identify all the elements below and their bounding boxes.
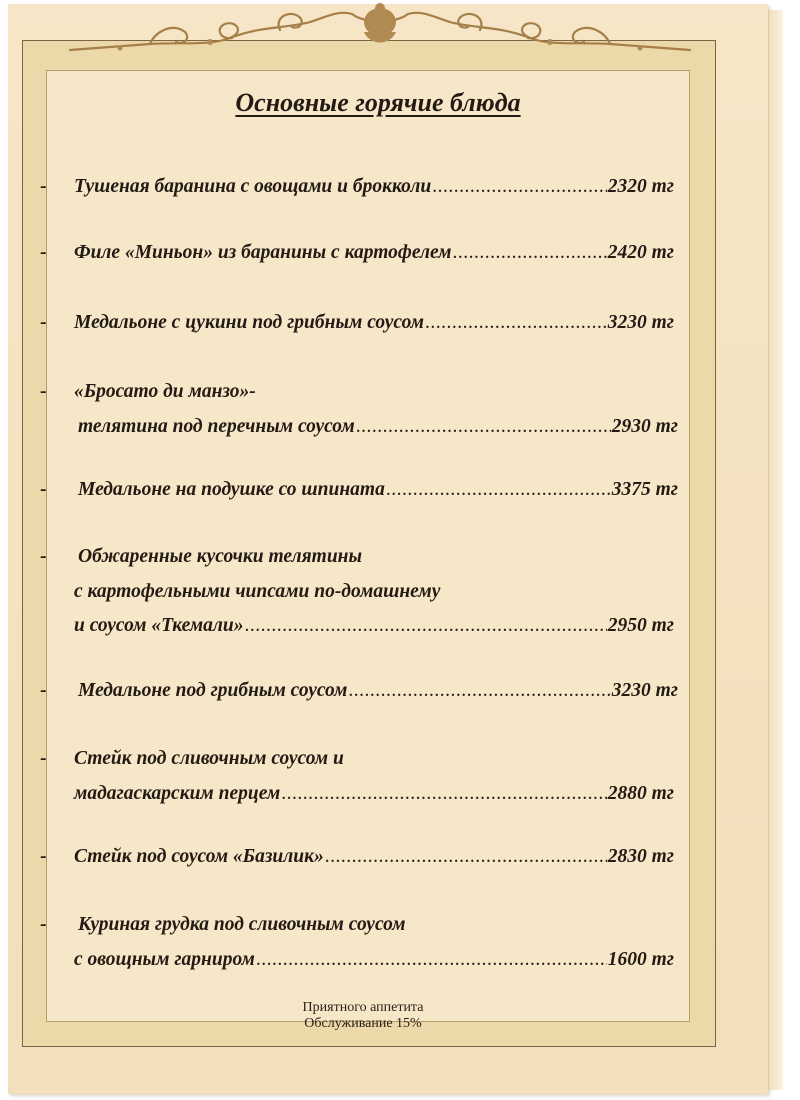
dish-price: 2320 тг (607, 176, 674, 197)
dish-name: Тушеная баранина с овощами и брокколи (74, 176, 432, 197)
leader-dots (348, 674, 610, 709)
dish-price: 3375 тг (611, 479, 678, 500)
dish-name: Филе «Миньон» из баранины с картофелем (74, 242, 452, 263)
leader-dots (256, 943, 607, 978)
dish-price: 2880 тг (607, 782, 674, 804)
leader-dots (244, 609, 606, 644)
menu-item-priced-line (74, 943, 674, 978)
dish-price: 2830 тг (607, 846, 674, 867)
footer-greeting: Приятного аппетита (302, 1000, 424, 1015)
menu-item-priced-line (74, 170, 674, 205)
menu-item-priced-line (74, 236, 674, 271)
dish-price: 2420 тг (607, 242, 674, 263)
menu-item-priced-line (78, 410, 678, 445)
menu-item-priced-line (74, 306, 674, 341)
dish-name: мадагаскарским перцем (74, 782, 281, 804)
leader-dots (325, 840, 607, 875)
dish-price: 3230 тг (607, 312, 674, 333)
dish-name: Медальоне на подушке со шпината (78, 479, 385, 500)
dish-name: Куриная грудка под сливочным соусом (78, 914, 406, 935)
dish-name: «Бросато ди манзо»- (74, 381, 256, 402)
menu-item-line (78, 908, 678, 943)
menu-item-priced-line (74, 840, 674, 875)
menu-item-priced-line (74, 777, 674, 812)
menu-item-priced-line (74, 609, 674, 644)
menu-item-priced-line (78, 674, 678, 709)
bullet-dash: - (40, 242, 47, 263)
leader-dots (453, 236, 607, 271)
menu-item-priced-line (78, 473, 678, 508)
bullet-dash: - (40, 479, 47, 500)
menu-item-line (74, 575, 674, 610)
dish-name: Стейк под сливочным соусом и (74, 748, 344, 769)
dish-price: 2930 тг (611, 415, 678, 437)
dish-price: 1600 тг (607, 948, 674, 970)
bullet-dash: - (40, 680, 47, 701)
dish-name: телятина под перечным соусом (78, 415, 355, 437)
leader-dots (281, 777, 606, 812)
bullet-dash: - (40, 176, 47, 197)
menu-item-line (78, 540, 678, 575)
leader-dots (432, 170, 607, 205)
menu-item-line (74, 742, 674, 777)
leader-dots (425, 306, 607, 341)
bullet-dash: - (40, 381, 47, 402)
footer-service-charge: Обслуживание 15% (304, 1016, 422, 1031)
bullet-dash: - (40, 546, 47, 567)
dish-name: Медальоне под грибным соусом (78, 680, 348, 701)
dish-name: Обжаренные кусочки телятины (78, 546, 363, 567)
footer (0, 1000, 726, 1032)
bullet-dash: - (40, 914, 47, 935)
bullet-dash: - (40, 748, 47, 769)
dish-name: Стейк под соусом «Базилик» (74, 846, 324, 867)
dish-name: Медальоне с цукини под грибным соусом (74, 312, 424, 333)
dish-name: с картофельными чипсами по-домашнему (74, 580, 441, 602)
leader-dots (386, 473, 611, 508)
bullet-dash: - (40, 312, 47, 333)
leader-dots (356, 410, 611, 445)
dish-name: с овощным гарниром (74, 948, 255, 970)
dish-price: 2950 тг (607, 615, 674, 636)
dish-price: 3230 тг (611, 680, 678, 701)
menu-item-line (74, 375, 674, 410)
dish-name: и соусом «Ткемали» (74, 615, 244, 636)
bullet-dash: - (40, 846, 47, 867)
page-title: Основные горячие блюда (235, 88, 521, 117)
